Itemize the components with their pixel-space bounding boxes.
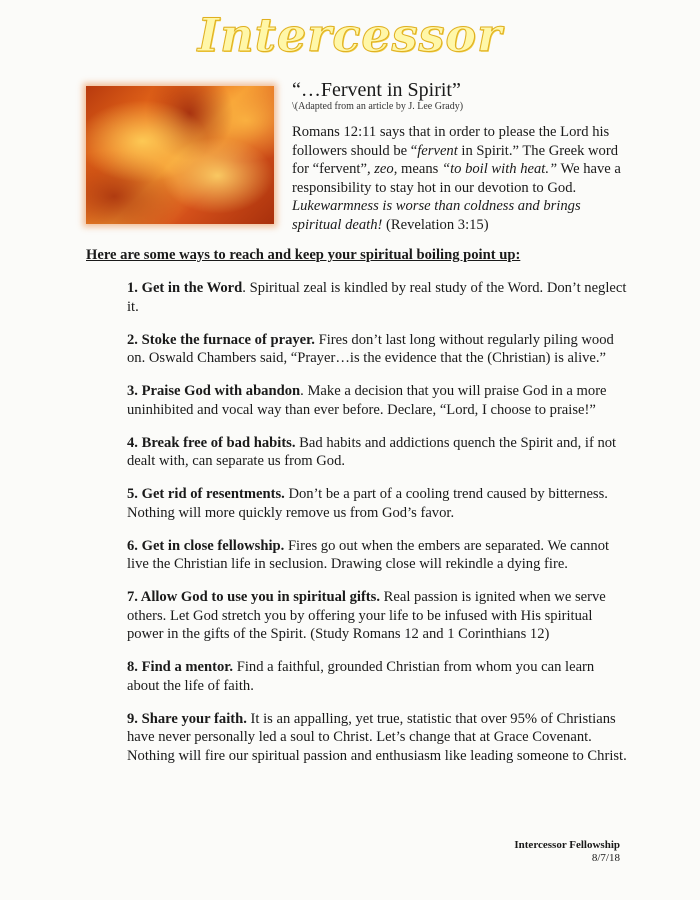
ways-heading: Here are some ways to reach and keep your spiritual boiling point up: xyxy=(86,247,521,263)
list-item xyxy=(127,658,627,695)
intro-text-5: (Revelation 3:15) xyxy=(382,216,489,233)
list-item-text: . Make a decision that you will praise God in a more uninhibited and vocal way than ever before. Declare, “Lord, I choose to praise!” xyxy=(127,383,607,418)
intro-text-4: We have a responsibility to stay hot in our devotion to God. xyxy=(292,161,621,196)
intro-emphasis-2: zeo xyxy=(374,161,394,178)
intro-text-3: , means xyxy=(393,161,442,178)
list-item-heading: 6. Get in close fellowship. xyxy=(127,537,285,554)
intro-text-1: Romans 12:11 says that in order to please the Lord his followers should be “ xyxy=(292,124,610,159)
list-item-heading: 2. Stoke the furnace of prayer. xyxy=(127,331,315,348)
article-credit: \(Adapted from an article by J. Lee Grady) xyxy=(292,101,464,112)
list-item-text: Find a faithful, grounded Christian from whom you can learn about the life of faith. xyxy=(127,659,595,694)
list-item-heading: 1. Get in the Word xyxy=(127,280,243,296)
intro-paragraph xyxy=(292,123,622,235)
intro-text-2: in Spirit.” The Greek word for “fervent”, xyxy=(292,142,619,178)
list-item xyxy=(127,485,627,522)
ways-list xyxy=(127,279,627,780)
list-item-text: Real passion is ignited when we serve others. Let God stretch you by offering your life to be infused with His spiritual power in the gifts of the Spirit. (Study Romans 12 and 1 Corinthians 12) xyxy=(127,589,606,642)
list-item-text: It is an appalling, yet true, statistic that over 95% of Christians have never personally led a soul to Christ. Let’s change that at Grace Covenant. Nothing will fire our spiritual passion and enthusiasm like leading someone to Christ. xyxy=(127,710,627,764)
list-item-text: Don’t be a part of a cooling trend caused by bitterness. Nothing will more quickly remove us from God’s favor. xyxy=(127,486,608,521)
list-item xyxy=(127,537,627,574)
list-item xyxy=(127,710,627,766)
list-item xyxy=(127,382,627,419)
list-item-heading: 8. Find a mentor. xyxy=(127,659,234,675)
intro-emphasis-1: fervent xyxy=(417,142,458,159)
list-item xyxy=(127,588,627,644)
intro-emphasis-4: Lukewarmness is worse than coldness and brings spiritual death! xyxy=(292,198,581,233)
article-title: “…Fervent in Spirit” xyxy=(292,79,461,101)
list-item xyxy=(127,331,627,368)
list-item-heading: 3. Praise God with abandon xyxy=(127,383,301,399)
list-item-text: . Spiritual zeal is kindled by real study of the Word. Don’t neglect it. xyxy=(127,280,627,315)
masthead-title: Intercessor xyxy=(197,8,503,62)
list-item-text: Bad habits and addictions quench the Spirit and, if not dealt with, can separate us from God. xyxy=(127,434,617,469)
footer xyxy=(514,839,620,865)
fire-image xyxy=(86,86,274,224)
footer-date: 8/7/18 xyxy=(591,852,620,864)
list-item-text: Fires go out when the embers are separated. We cannot live the Christian life in seclusion. Drawing close will rekindle a dying fire. xyxy=(127,537,610,572)
list-item xyxy=(127,434,627,471)
list-item xyxy=(127,279,627,316)
footer-org: Intercessor Fellowship xyxy=(514,839,620,851)
list-item-heading: 7. Allow God to use you in spiritual gifts. xyxy=(127,589,380,605)
list-item-heading: 5. Get rid of resentments. xyxy=(127,486,285,502)
intro-emphasis-3: “to boil with heat.” xyxy=(441,161,558,178)
list-item-text: Fires don’t last long without regularly piling wood on. Oswald Chambers said, “Prayer…is the evidence that the (Christian) is alive.” xyxy=(127,331,614,366)
list-item-heading: 9. Share your faith. xyxy=(127,710,247,727)
list-item-heading: 4. Break free of bad habits. xyxy=(127,434,296,451)
